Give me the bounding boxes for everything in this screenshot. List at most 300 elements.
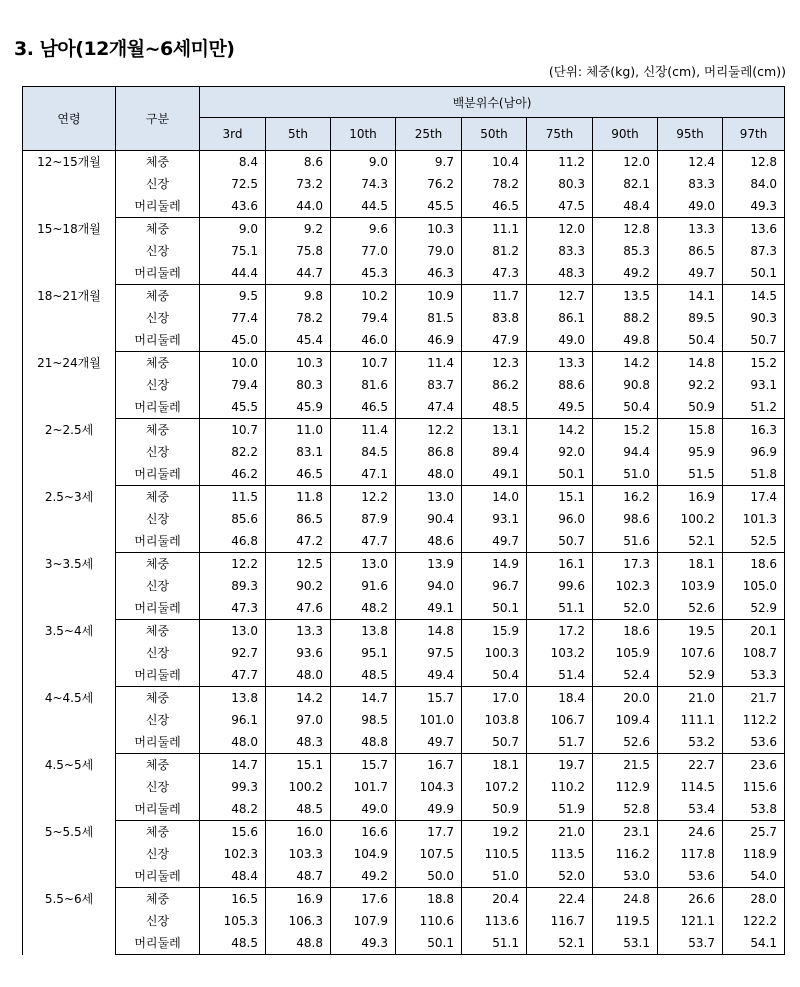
value-cell: 119.5 bbox=[593, 910, 658, 932]
category-cell: 신장 bbox=[116, 173, 200, 195]
value-cell: 52.9 bbox=[658, 664, 723, 687]
value-cell: 49.4 bbox=[396, 664, 462, 687]
value-cell: 90.3 bbox=[723, 307, 785, 329]
value-cell: 46.3 bbox=[396, 262, 462, 285]
value-cell: 103.8 bbox=[462, 709, 527, 731]
value-cell: 13.5 bbox=[593, 285, 658, 308]
category-cell: 신장 bbox=[116, 843, 200, 865]
value-cell: 17.6 bbox=[331, 888, 396, 911]
value-cell: 99.6 bbox=[527, 575, 593, 597]
value-cell: 103.2 bbox=[527, 642, 593, 664]
table-row bbox=[23, 508, 785, 530]
value-cell: 9.7 bbox=[396, 151, 462, 174]
value-cell: 16.5 bbox=[200, 888, 266, 911]
value-cell: 8.6 bbox=[266, 151, 331, 174]
value-cell: 48.5 bbox=[462, 396, 527, 419]
value-cell: 53.4 bbox=[658, 798, 723, 821]
table-row bbox=[23, 441, 785, 463]
value-cell: 50.4 bbox=[593, 396, 658, 419]
value-cell: 13.3 bbox=[527, 352, 593, 375]
value-cell: 74.3 bbox=[331, 173, 396, 195]
value-cell: 52.9 bbox=[723, 597, 785, 620]
value-cell: 49.2 bbox=[331, 865, 396, 888]
value-cell: 48.2 bbox=[331, 597, 396, 620]
value-cell: 51.7 bbox=[527, 731, 593, 754]
value-cell: 46.5 bbox=[331, 396, 396, 419]
value-cell: 15.7 bbox=[331, 754, 396, 777]
value-cell: 52.0 bbox=[527, 865, 593, 888]
value-cell: 48.0 bbox=[396, 463, 462, 486]
value-cell: 24.8 bbox=[593, 888, 658, 911]
table-row bbox=[23, 910, 785, 932]
category-cell: 머리둘레 bbox=[116, 798, 200, 821]
value-cell: 52.6 bbox=[593, 731, 658, 754]
table-row bbox=[23, 776, 785, 798]
value-cell: 46.2 bbox=[200, 463, 266, 486]
value-cell: 107.2 bbox=[462, 776, 527, 798]
category-cell: 머리둘레 bbox=[116, 396, 200, 419]
value-cell: 11.4 bbox=[331, 419, 396, 442]
table-row bbox=[23, 843, 785, 865]
value-cell: 102.3 bbox=[200, 843, 266, 865]
value-cell: 96.1 bbox=[200, 709, 266, 731]
value-cell: 52.6 bbox=[658, 597, 723, 620]
value-cell: 89.3 bbox=[200, 575, 266, 597]
value-cell: 46.5 bbox=[266, 463, 331, 486]
value-cell: 14.7 bbox=[200, 754, 266, 777]
table-row bbox=[23, 285, 785, 308]
table-row bbox=[23, 553, 785, 576]
value-cell: 17.2 bbox=[527, 620, 593, 643]
percentile-header: 90th bbox=[593, 118, 658, 151]
category-cell: 체중 bbox=[116, 419, 200, 442]
table-row bbox=[23, 240, 785, 262]
value-cell: 110.5 bbox=[462, 843, 527, 865]
category-cell: 신장 bbox=[116, 441, 200, 463]
value-cell: 95.9 bbox=[658, 441, 723, 463]
age-cell: 5~5.5세 bbox=[23, 821, 116, 888]
category-cell: 신장 bbox=[116, 776, 200, 798]
value-cell: 50.7 bbox=[723, 329, 785, 352]
value-cell: 19.5 bbox=[658, 620, 723, 643]
value-cell: 15.8 bbox=[658, 419, 723, 442]
value-cell: 51.1 bbox=[527, 597, 593, 620]
value-cell: 44.5 bbox=[331, 195, 396, 218]
table-row bbox=[23, 262, 785, 285]
value-cell: 45.4 bbox=[266, 329, 331, 352]
value-cell: 11.0 bbox=[266, 419, 331, 442]
value-cell: 12.0 bbox=[593, 151, 658, 174]
value-cell: 14.9 bbox=[462, 553, 527, 576]
value-cell: 104.9 bbox=[331, 843, 396, 865]
value-cell: 88.6 bbox=[527, 374, 593, 396]
value-cell: 113.6 bbox=[462, 910, 527, 932]
category-cell: 체중 bbox=[116, 218, 200, 241]
value-cell: 53.6 bbox=[658, 865, 723, 888]
value-cell: 45.9 bbox=[266, 396, 331, 419]
value-cell: 48.8 bbox=[266, 932, 331, 955]
age-cell: 3~3.5세 bbox=[23, 553, 116, 620]
category-cell: 머리둘레 bbox=[116, 262, 200, 285]
value-cell: 20.4 bbox=[462, 888, 527, 911]
category-cell: 머리둘레 bbox=[116, 932, 200, 955]
value-cell: 101.3 bbox=[723, 508, 785, 530]
value-cell: 50.1 bbox=[527, 463, 593, 486]
value-cell: 101.7 bbox=[331, 776, 396, 798]
value-cell: 83.3 bbox=[658, 173, 723, 195]
value-cell: 97.5 bbox=[396, 642, 462, 664]
value-cell: 47.6 bbox=[266, 597, 331, 620]
value-cell: 10.2 bbox=[331, 285, 396, 308]
value-cell: 12.7 bbox=[527, 285, 593, 308]
category-cell: 신장 bbox=[116, 508, 200, 530]
value-cell: 13.0 bbox=[396, 486, 462, 509]
value-cell: 48.4 bbox=[200, 865, 266, 888]
table-row bbox=[23, 329, 785, 352]
value-cell: 50.7 bbox=[462, 731, 527, 754]
value-cell: 48.5 bbox=[266, 798, 331, 821]
value-cell: 12.2 bbox=[396, 419, 462, 442]
value-cell: 94.4 bbox=[593, 441, 658, 463]
value-cell: 48.3 bbox=[527, 262, 593, 285]
value-cell: 98.6 bbox=[593, 508, 658, 530]
value-cell: 49.1 bbox=[462, 463, 527, 486]
value-cell: 10.7 bbox=[200, 419, 266, 442]
value-cell: 19.2 bbox=[462, 821, 527, 844]
value-cell: 48.4 bbox=[593, 195, 658, 218]
category-cell: 신장 bbox=[116, 575, 200, 597]
age-cell: 4.5~5세 bbox=[23, 754, 116, 821]
value-cell: 9.6 bbox=[331, 218, 396, 241]
value-cell: 20.0 bbox=[593, 687, 658, 710]
percentile-header: 3rd bbox=[200, 118, 266, 151]
value-cell: 79.4 bbox=[200, 374, 266, 396]
value-cell: 121.1 bbox=[658, 910, 723, 932]
value-cell: 51.9 bbox=[527, 798, 593, 821]
value-cell: 92.0 bbox=[527, 441, 593, 463]
percentile-header: 10th bbox=[331, 118, 396, 151]
value-cell: 14.2 bbox=[593, 352, 658, 375]
value-cell: 13.3 bbox=[658, 218, 723, 241]
value-cell: 10.3 bbox=[396, 218, 462, 241]
value-cell: 15.1 bbox=[266, 754, 331, 777]
value-cell: 110.2 bbox=[527, 776, 593, 798]
value-cell: 15.7 bbox=[396, 687, 462, 710]
value-cell: 12.8 bbox=[593, 218, 658, 241]
value-cell: 52.5 bbox=[723, 530, 785, 553]
value-cell: 85.6 bbox=[200, 508, 266, 530]
value-cell: 18.6 bbox=[723, 553, 785, 576]
value-cell: 50.4 bbox=[658, 329, 723, 352]
value-cell: 81.2 bbox=[462, 240, 527, 262]
value-cell: 53.2 bbox=[658, 731, 723, 754]
value-cell: 107.9 bbox=[331, 910, 396, 932]
value-cell: 48.3 bbox=[266, 731, 331, 754]
table-row bbox=[23, 888, 785, 911]
value-cell: 47.7 bbox=[331, 530, 396, 553]
value-cell: 77.0 bbox=[331, 240, 396, 262]
value-cell: 22.7 bbox=[658, 754, 723, 777]
category-cell: 체중 bbox=[116, 553, 200, 576]
category-cell: 신장 bbox=[116, 307, 200, 329]
value-cell: 51.8 bbox=[723, 463, 785, 486]
value-cell: 105.9 bbox=[593, 642, 658, 664]
category-cell: 신장 bbox=[116, 240, 200, 262]
category-cell: 머리둘레 bbox=[116, 731, 200, 754]
value-cell: 12.5 bbox=[266, 553, 331, 576]
value-cell: 9.5 bbox=[200, 285, 266, 308]
category-cell: 머리둘레 bbox=[116, 664, 200, 687]
value-cell: 86.5 bbox=[266, 508, 331, 530]
value-cell: 86.8 bbox=[396, 441, 462, 463]
value-cell: 89.5 bbox=[658, 307, 723, 329]
value-cell: 51.5 bbox=[658, 463, 723, 486]
value-cell: 83.8 bbox=[462, 307, 527, 329]
category-cell: 체중 bbox=[116, 151, 200, 174]
percentile-header: 5th bbox=[266, 118, 331, 151]
category-cell: 머리둘레 bbox=[116, 463, 200, 486]
value-cell: 73.2 bbox=[266, 173, 331, 195]
percentile-header: 97th bbox=[723, 118, 785, 151]
age-cell: 2~2.5세 bbox=[23, 419, 116, 486]
value-cell: 14.2 bbox=[527, 419, 593, 442]
category-cell: 신장 bbox=[116, 709, 200, 731]
value-cell: 102.3 bbox=[593, 575, 658, 597]
value-cell: 100.2 bbox=[658, 508, 723, 530]
value-cell: 13.1 bbox=[462, 419, 527, 442]
value-cell: 47.7 bbox=[200, 664, 266, 687]
category-cell: 체중 bbox=[116, 754, 200, 777]
value-cell: 117.8 bbox=[658, 843, 723, 865]
value-cell: 10.9 bbox=[396, 285, 462, 308]
table-row bbox=[23, 530, 785, 553]
value-cell: 49.7 bbox=[462, 530, 527, 553]
value-cell: 18.1 bbox=[462, 754, 527, 777]
age-cell: 3.5~4세 bbox=[23, 620, 116, 687]
value-cell: 52.1 bbox=[527, 932, 593, 955]
value-cell: 112.2 bbox=[723, 709, 785, 731]
value-cell: 11.4 bbox=[396, 352, 462, 375]
value-cell: 86.1 bbox=[527, 307, 593, 329]
value-cell: 82.1 bbox=[593, 173, 658, 195]
category-cell: 머리둘레 bbox=[116, 597, 200, 620]
value-cell: 49.0 bbox=[658, 195, 723, 218]
value-cell: 54.1 bbox=[723, 932, 785, 955]
value-cell: 101.0 bbox=[396, 709, 462, 731]
value-cell: 12.4 bbox=[658, 151, 723, 174]
value-cell: 86.2 bbox=[462, 374, 527, 396]
age-cell: 21~24개월 bbox=[23, 352, 116, 419]
value-cell: 17.3 bbox=[593, 553, 658, 576]
value-cell: 18.1 bbox=[658, 553, 723, 576]
value-cell: 10.0 bbox=[200, 352, 266, 375]
value-cell: 122.2 bbox=[723, 910, 785, 932]
value-cell: 100.3 bbox=[462, 642, 527, 664]
value-cell: 50.1 bbox=[462, 597, 527, 620]
table-row bbox=[23, 731, 785, 754]
value-cell: 15.2 bbox=[723, 352, 785, 375]
percentile-header: 75th bbox=[527, 118, 593, 151]
category-cell: 머리둘레 bbox=[116, 865, 200, 888]
table-row bbox=[23, 195, 785, 218]
value-cell: 49.9 bbox=[396, 798, 462, 821]
table-row bbox=[23, 307, 785, 329]
value-cell: 53.3 bbox=[723, 664, 785, 687]
value-cell: 45.5 bbox=[200, 396, 266, 419]
value-cell: 85.3 bbox=[593, 240, 658, 262]
table-row bbox=[23, 597, 785, 620]
value-cell: 28.0 bbox=[723, 888, 785, 911]
value-cell: 14.1 bbox=[658, 285, 723, 308]
value-cell: 48.5 bbox=[200, 932, 266, 955]
value-cell: 80.3 bbox=[266, 374, 331, 396]
value-cell: 47.3 bbox=[462, 262, 527, 285]
value-cell: 95.1 bbox=[331, 642, 396, 664]
value-cell: 96.0 bbox=[527, 508, 593, 530]
value-cell: 83.3 bbox=[527, 240, 593, 262]
value-cell: 107.6 bbox=[658, 642, 723, 664]
value-cell: 21.7 bbox=[723, 687, 785, 710]
value-cell: 90.8 bbox=[593, 374, 658, 396]
value-cell: 9.8 bbox=[266, 285, 331, 308]
value-cell: 16.9 bbox=[658, 486, 723, 509]
category-cell: 체중 bbox=[116, 620, 200, 643]
value-cell: 48.8 bbox=[331, 731, 396, 754]
table-row bbox=[23, 352, 785, 375]
value-cell: 16.2 bbox=[593, 486, 658, 509]
percentile-header: 50th bbox=[462, 118, 527, 151]
value-cell: 13.3 bbox=[266, 620, 331, 643]
age-header: 연령 bbox=[23, 87, 116, 151]
value-cell: 45.0 bbox=[200, 329, 266, 352]
unit-note: (단위: 체중(kg), 신장(cm), 머리둘레(cm)) bbox=[548, 64, 786, 79]
category-cell: 체중 bbox=[116, 486, 200, 509]
value-cell: 92.7 bbox=[200, 642, 266, 664]
value-cell: 43.6 bbox=[200, 195, 266, 218]
value-cell: 94.0 bbox=[396, 575, 462, 597]
value-cell: 50.1 bbox=[723, 262, 785, 285]
value-cell: 52.8 bbox=[593, 798, 658, 821]
table-row bbox=[23, 575, 785, 597]
value-cell: 12.3 bbox=[462, 352, 527, 375]
value-cell: 81.5 bbox=[396, 307, 462, 329]
value-cell: 90.4 bbox=[396, 508, 462, 530]
growth-percentile-table bbox=[22, 86, 785, 955]
value-cell: 49.7 bbox=[396, 731, 462, 754]
value-cell: 46.9 bbox=[396, 329, 462, 352]
value-cell: 98.5 bbox=[331, 709, 396, 731]
value-cell: 105.3 bbox=[200, 910, 266, 932]
value-cell: 51.0 bbox=[593, 463, 658, 486]
value-cell: 23.6 bbox=[723, 754, 785, 777]
age-cell: 4~4.5세 bbox=[23, 687, 116, 754]
value-cell: 8.4 bbox=[200, 151, 266, 174]
page-title: 3. 남아(12개월~6세미만) bbox=[14, 38, 235, 60]
value-cell: 14.5 bbox=[723, 285, 785, 308]
value-cell: 104.3 bbox=[396, 776, 462, 798]
value-cell: 13.6 bbox=[723, 218, 785, 241]
value-cell: 48.0 bbox=[200, 731, 266, 754]
table-row bbox=[23, 396, 785, 419]
value-cell: 93.1 bbox=[723, 374, 785, 396]
value-cell: 114.5 bbox=[658, 776, 723, 798]
value-cell: 50.9 bbox=[462, 798, 527, 821]
value-cell: 47.9 bbox=[462, 329, 527, 352]
value-cell: 25.7 bbox=[723, 821, 785, 844]
table-row bbox=[23, 687, 785, 710]
value-cell: 78.2 bbox=[266, 307, 331, 329]
value-cell: 22.4 bbox=[527, 888, 593, 911]
value-cell: 76.2 bbox=[396, 173, 462, 195]
value-cell: 47.5 bbox=[527, 195, 593, 218]
value-cell: 11.7 bbox=[462, 285, 527, 308]
value-cell: 9.0 bbox=[200, 218, 266, 241]
value-cell: 51.0 bbox=[462, 865, 527, 888]
value-cell: 46.8 bbox=[200, 530, 266, 553]
table-row bbox=[23, 486, 785, 509]
category-cell: 신장 bbox=[116, 910, 200, 932]
value-cell: 112.9 bbox=[593, 776, 658, 798]
value-cell: 53.6 bbox=[723, 731, 785, 754]
value-cell: 110.6 bbox=[396, 910, 462, 932]
value-cell: 51.2 bbox=[723, 396, 785, 419]
table-row bbox=[23, 463, 785, 486]
category-cell: 체중 bbox=[116, 888, 200, 911]
value-cell: 82.2 bbox=[200, 441, 266, 463]
value-cell: 12.2 bbox=[200, 553, 266, 576]
category-cell: 체중 bbox=[116, 821, 200, 844]
value-cell: 18.6 bbox=[593, 620, 658, 643]
value-cell: 48.2 bbox=[200, 798, 266, 821]
value-cell: 49.5 bbox=[527, 396, 593, 419]
table-row bbox=[23, 754, 785, 777]
category-cell: 체중 bbox=[116, 687, 200, 710]
value-cell: 49.0 bbox=[527, 329, 593, 352]
value-cell: 14.2 bbox=[266, 687, 331, 710]
value-cell: 72.5 bbox=[200, 173, 266, 195]
value-cell: 90.2 bbox=[266, 575, 331, 597]
value-cell: 48.5 bbox=[331, 664, 396, 687]
value-cell: 116.7 bbox=[527, 910, 593, 932]
value-cell: 100.2 bbox=[266, 776, 331, 798]
table-row bbox=[23, 664, 785, 687]
value-cell: 10.3 bbox=[266, 352, 331, 375]
percentile-header: 25th bbox=[396, 118, 462, 151]
value-cell: 79.0 bbox=[396, 240, 462, 262]
value-cell: 11.1 bbox=[462, 218, 527, 241]
value-cell: 50.9 bbox=[658, 396, 723, 419]
table-row bbox=[23, 173, 785, 195]
value-cell: 108.7 bbox=[723, 642, 785, 664]
value-cell: 49.1 bbox=[396, 597, 462, 620]
value-cell: 103.9 bbox=[658, 575, 723, 597]
value-cell: 52.4 bbox=[593, 664, 658, 687]
value-cell: 20.1 bbox=[723, 620, 785, 643]
value-cell: 49.3 bbox=[331, 932, 396, 955]
percentile-header: 95th bbox=[658, 118, 723, 151]
value-cell: 16.0 bbox=[266, 821, 331, 844]
value-cell: 44.7 bbox=[266, 262, 331, 285]
value-cell: 50.1 bbox=[396, 932, 462, 955]
category-header: 구분 bbox=[116, 87, 200, 151]
table-row bbox=[23, 374, 785, 396]
value-cell: 49.8 bbox=[593, 329, 658, 352]
age-cell: 5.5~6세 bbox=[23, 888, 116, 955]
value-cell: 88.2 bbox=[593, 307, 658, 329]
value-cell: 14.8 bbox=[396, 620, 462, 643]
value-cell: 50.4 bbox=[462, 664, 527, 687]
value-cell: 44.0 bbox=[266, 195, 331, 218]
